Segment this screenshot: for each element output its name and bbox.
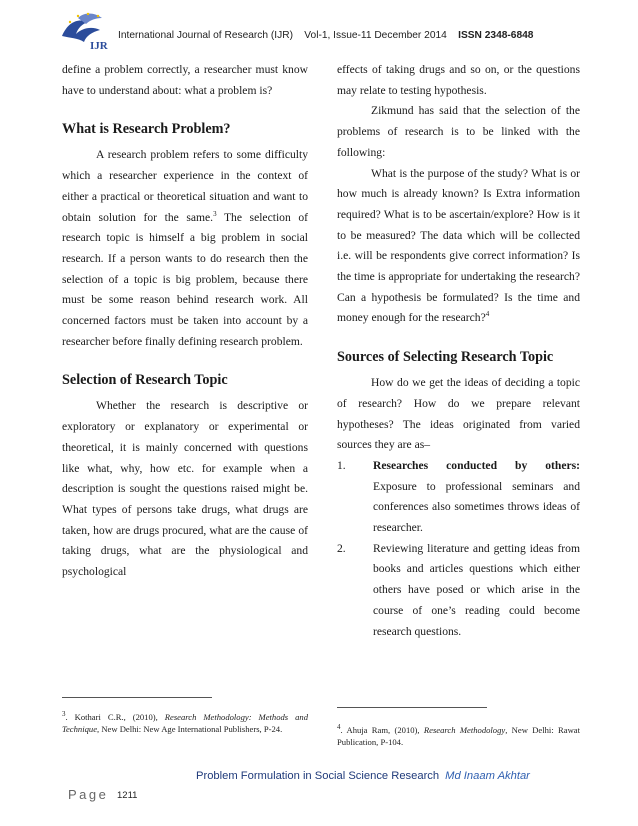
footnote-4: $^4$. Ahuja Ram, (2010), Research Methodology, New Delhi: Rawat Publication, P-104. (337, 723, 580, 747)
sources-list (337, 456, 580, 642)
heading-research-problem: What is Research Problem? (62, 121, 231, 138)
journal-logo (58, 8, 114, 54)
footnote-3: $^3$. Kothari C.R., (2010), Research Methodology: Methods and Technique, New Delhi: New Age International Publishers, P-24. (62, 710, 309, 734)
right-column (337, 60, 580, 642)
heading-sources: Sources of Selecting Research Topic (337, 349, 554, 366)
logo-text: IJR (90, 40, 108, 52)
article-author: Md Inaam Akhtar (445, 770, 530, 782)
page-number: 1211 (117, 790, 138, 801)
paragraph-research-problem: A research problem refers to some difficulty which a researcher experience in the context of either a practical or theoretical situation and want to obtain solution for the same.$^3$ The selection of research topic is himself a big problem in social research. If a person wants to do research then the selection of a topic is big problem, because there must be some reason behind research work. All concerned factors must be taken into account by a researcher before finally defining research problem. (62, 148, 309, 348)
paragraph-zikmund: Zikmund has said that the selection of the problems of research is to be linked with the following: (337, 104, 580, 159)
paragraph-selection-topic: Whether the research is descriptive or exploratory or explanatory or experimental or theoretical, it is mainly concerned with questions like what, why, how etc. for example when a description is sought the questions raised might be. What types of persons take drugs, what drugs are taken, how are drugs procured, what are the cause of taking drugs, what are the physiological and psychological (62, 399, 308, 579)
footnote-rule-left (62, 697, 212, 698)
journal-issn: ISSN 2348-6848 (458, 30, 534, 41)
running-footer (196, 770, 530, 782)
journal-name: International Journal of Research (IJR) (118, 30, 293, 41)
intro-paragraph: define a problem correctly, a researcher must know have to understand about: what a problem is? (62, 63, 308, 97)
footnote-ref-4: 4 (485, 310, 490, 319)
footnote-rule-right (337, 707, 487, 708)
list-item: 2. Reviewing literature and getting ideas from books and articles questions which either others have posed or which arise in the course of one’s reading could become research questions. (337, 541, 580, 638)
running-header (118, 30, 533, 41)
paragraph-continued: effects of taking drugs and so on, or the questions may relate to testing hypothesis. (337, 63, 580, 97)
paragraph-questions: What is the purpose of the study? What is or how much is already known? Is Extra information required? What is to be ascertain/explore? How is it to be measured? The data which will be collected i.e. will be respondents give correct information? Is the time is appropriate for undertaking the research? Can a hypothesis be formulated? Is the time and money enough for the research?$^4$ (337, 166, 580, 325)
page-label: Page (68, 787, 109, 802)
heading-selection-topic: Selection of Research Topic (62, 372, 228, 389)
journal-issue: Vol-1, Issue-11 December 2014 (304, 30, 447, 41)
left-column (62, 60, 308, 583)
paragraph-sources: How do we get the ideas of deciding a topic of research? How do we prepare relevant hypotheses? The ideas originated from varied sources they are as– (337, 376, 580, 452)
footnote-ref-3: 3 (213, 209, 217, 218)
article-title: Problem Formulation in Social Science Research (196, 770, 440, 782)
list-item: 1. Researches conducted by others: Exposure to professional seminars and conferences also sometimes throws ideas of researcher. (337, 458, 580, 535)
